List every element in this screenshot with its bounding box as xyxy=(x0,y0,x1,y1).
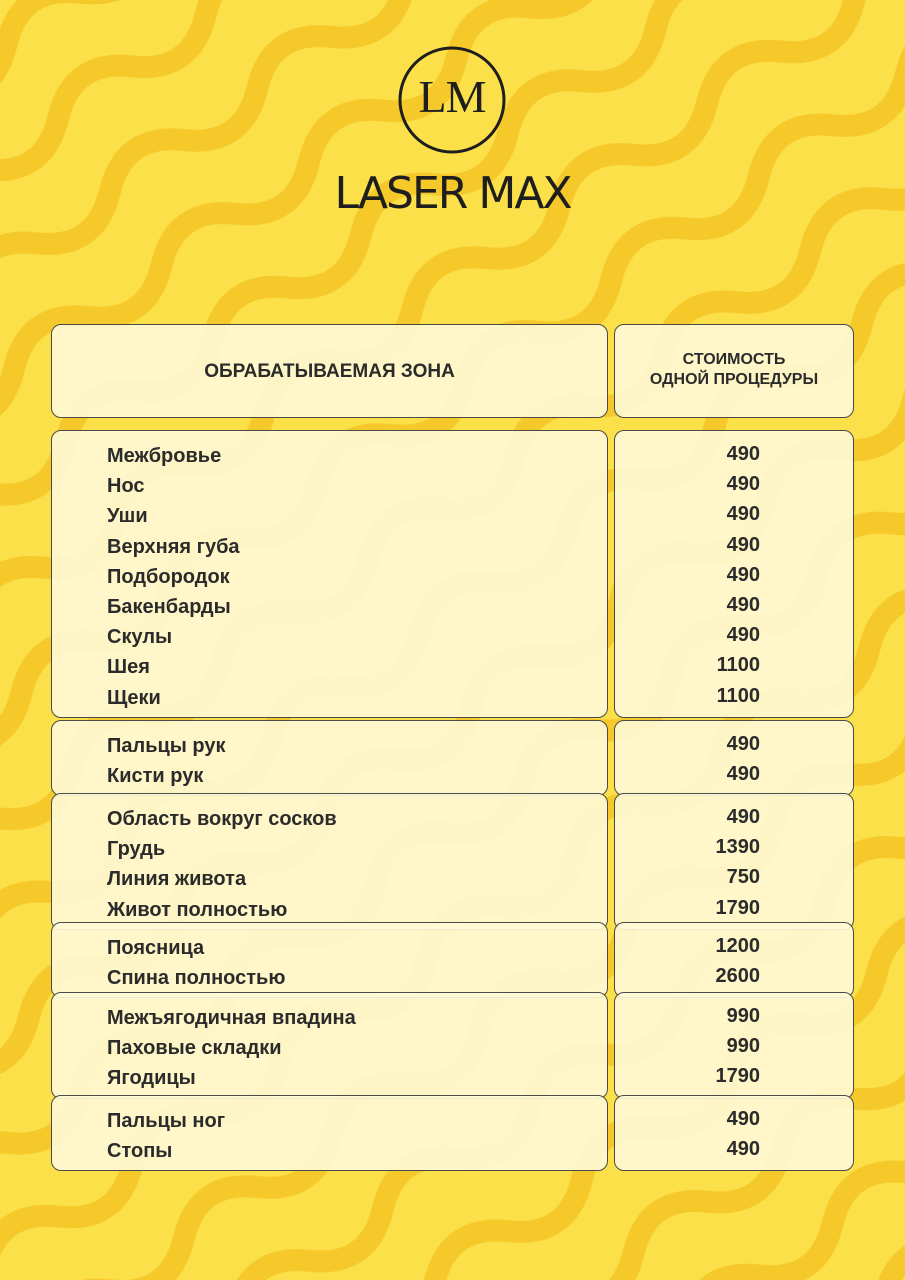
zone-group xyxy=(51,922,608,998)
zone-name: Спина полностью xyxy=(107,967,286,990)
zone-name: Уши xyxy=(107,505,148,528)
zone-name: Стопы xyxy=(107,1140,173,1163)
zone-name: Живот полностью xyxy=(107,898,288,921)
zone-group xyxy=(51,720,608,796)
zone-group xyxy=(51,992,608,1099)
zone-name: Бакенбарды xyxy=(107,596,231,618)
brand-logo xyxy=(0,40,905,230)
logo-emblem xyxy=(396,40,508,162)
price-group xyxy=(614,992,854,1099)
zone-name: Межъягодичная впадина xyxy=(107,1007,356,1029)
procedure-price: 1200 xyxy=(715,935,760,957)
price-header-line1: СТОИМОСТЬ xyxy=(682,351,786,368)
price-header-cell xyxy=(614,324,854,418)
procedure-price: 490 xyxy=(726,624,760,647)
zone-name: Пальцы ног xyxy=(107,1110,226,1132)
procedure-price: 1100 xyxy=(716,654,760,677)
procedure-price: 1100 xyxy=(716,684,760,707)
zone-group xyxy=(51,430,608,718)
procedure-price: 1790 xyxy=(715,1065,760,1088)
zone-name: Скулы xyxy=(107,626,173,649)
procedure-price: 490 xyxy=(726,806,760,828)
price-group xyxy=(614,720,854,796)
brand-name: LASER MAX xyxy=(334,168,571,219)
procedure-price: 490 xyxy=(726,443,760,465)
zone-name: Линия живота xyxy=(107,868,247,891)
price-header-line2: ОДНОЙ ПРОЦЕДУРЫ xyxy=(649,371,819,388)
procedure-price: 990 xyxy=(726,1035,760,1058)
zone-group xyxy=(51,793,608,930)
price-column-header xyxy=(615,350,853,390)
logo-initials: LM xyxy=(418,71,486,122)
price-group xyxy=(614,793,854,930)
zone-name: Паховые складки xyxy=(107,1037,282,1060)
zone-name: Ягодицы xyxy=(107,1067,196,1090)
zone-name: Пальцы рук xyxy=(107,735,226,757)
zone-name: Грудь xyxy=(107,838,166,861)
zone-name: Область вокруг сосков xyxy=(107,808,337,830)
procedure-price: 490 xyxy=(726,1108,760,1130)
zone-name: Верхняя губа xyxy=(107,535,240,558)
procedure-price: 2600 xyxy=(715,965,760,988)
procedure-price: 750 xyxy=(726,866,760,889)
procedure-price: 1790 xyxy=(715,896,760,919)
zone-name: Поясница xyxy=(107,937,205,959)
zone-name: Межбровье xyxy=(107,445,222,467)
zone-name: Шея xyxy=(107,656,150,679)
zone-group xyxy=(51,1095,608,1171)
zone-column-header: ОБРАБАТЫВАЕМАЯ ЗОНА xyxy=(204,361,455,382)
zone-header-cell xyxy=(51,324,608,418)
procedure-price: 490 xyxy=(726,473,760,496)
zone-name: Подбородок xyxy=(107,565,230,588)
zone-name: Нос xyxy=(107,475,145,498)
procedure-price: 490 xyxy=(726,533,760,556)
procedure-price: 1390 xyxy=(715,836,760,859)
procedure-price: 490 xyxy=(726,594,760,616)
procedure-price: 990 xyxy=(726,1005,760,1027)
procedure-price: 490 xyxy=(726,763,760,786)
procedure-price: 490 xyxy=(726,733,760,755)
procedure-price: 490 xyxy=(726,503,760,526)
zone-name: Щеки xyxy=(107,686,161,709)
procedure-price: 490 xyxy=(726,1138,760,1161)
zone-name: Кисти рук xyxy=(107,765,204,788)
price-group xyxy=(614,1095,854,1171)
procedure-price: 490 xyxy=(726,563,760,586)
price-group xyxy=(614,430,854,718)
price-group xyxy=(614,922,854,998)
